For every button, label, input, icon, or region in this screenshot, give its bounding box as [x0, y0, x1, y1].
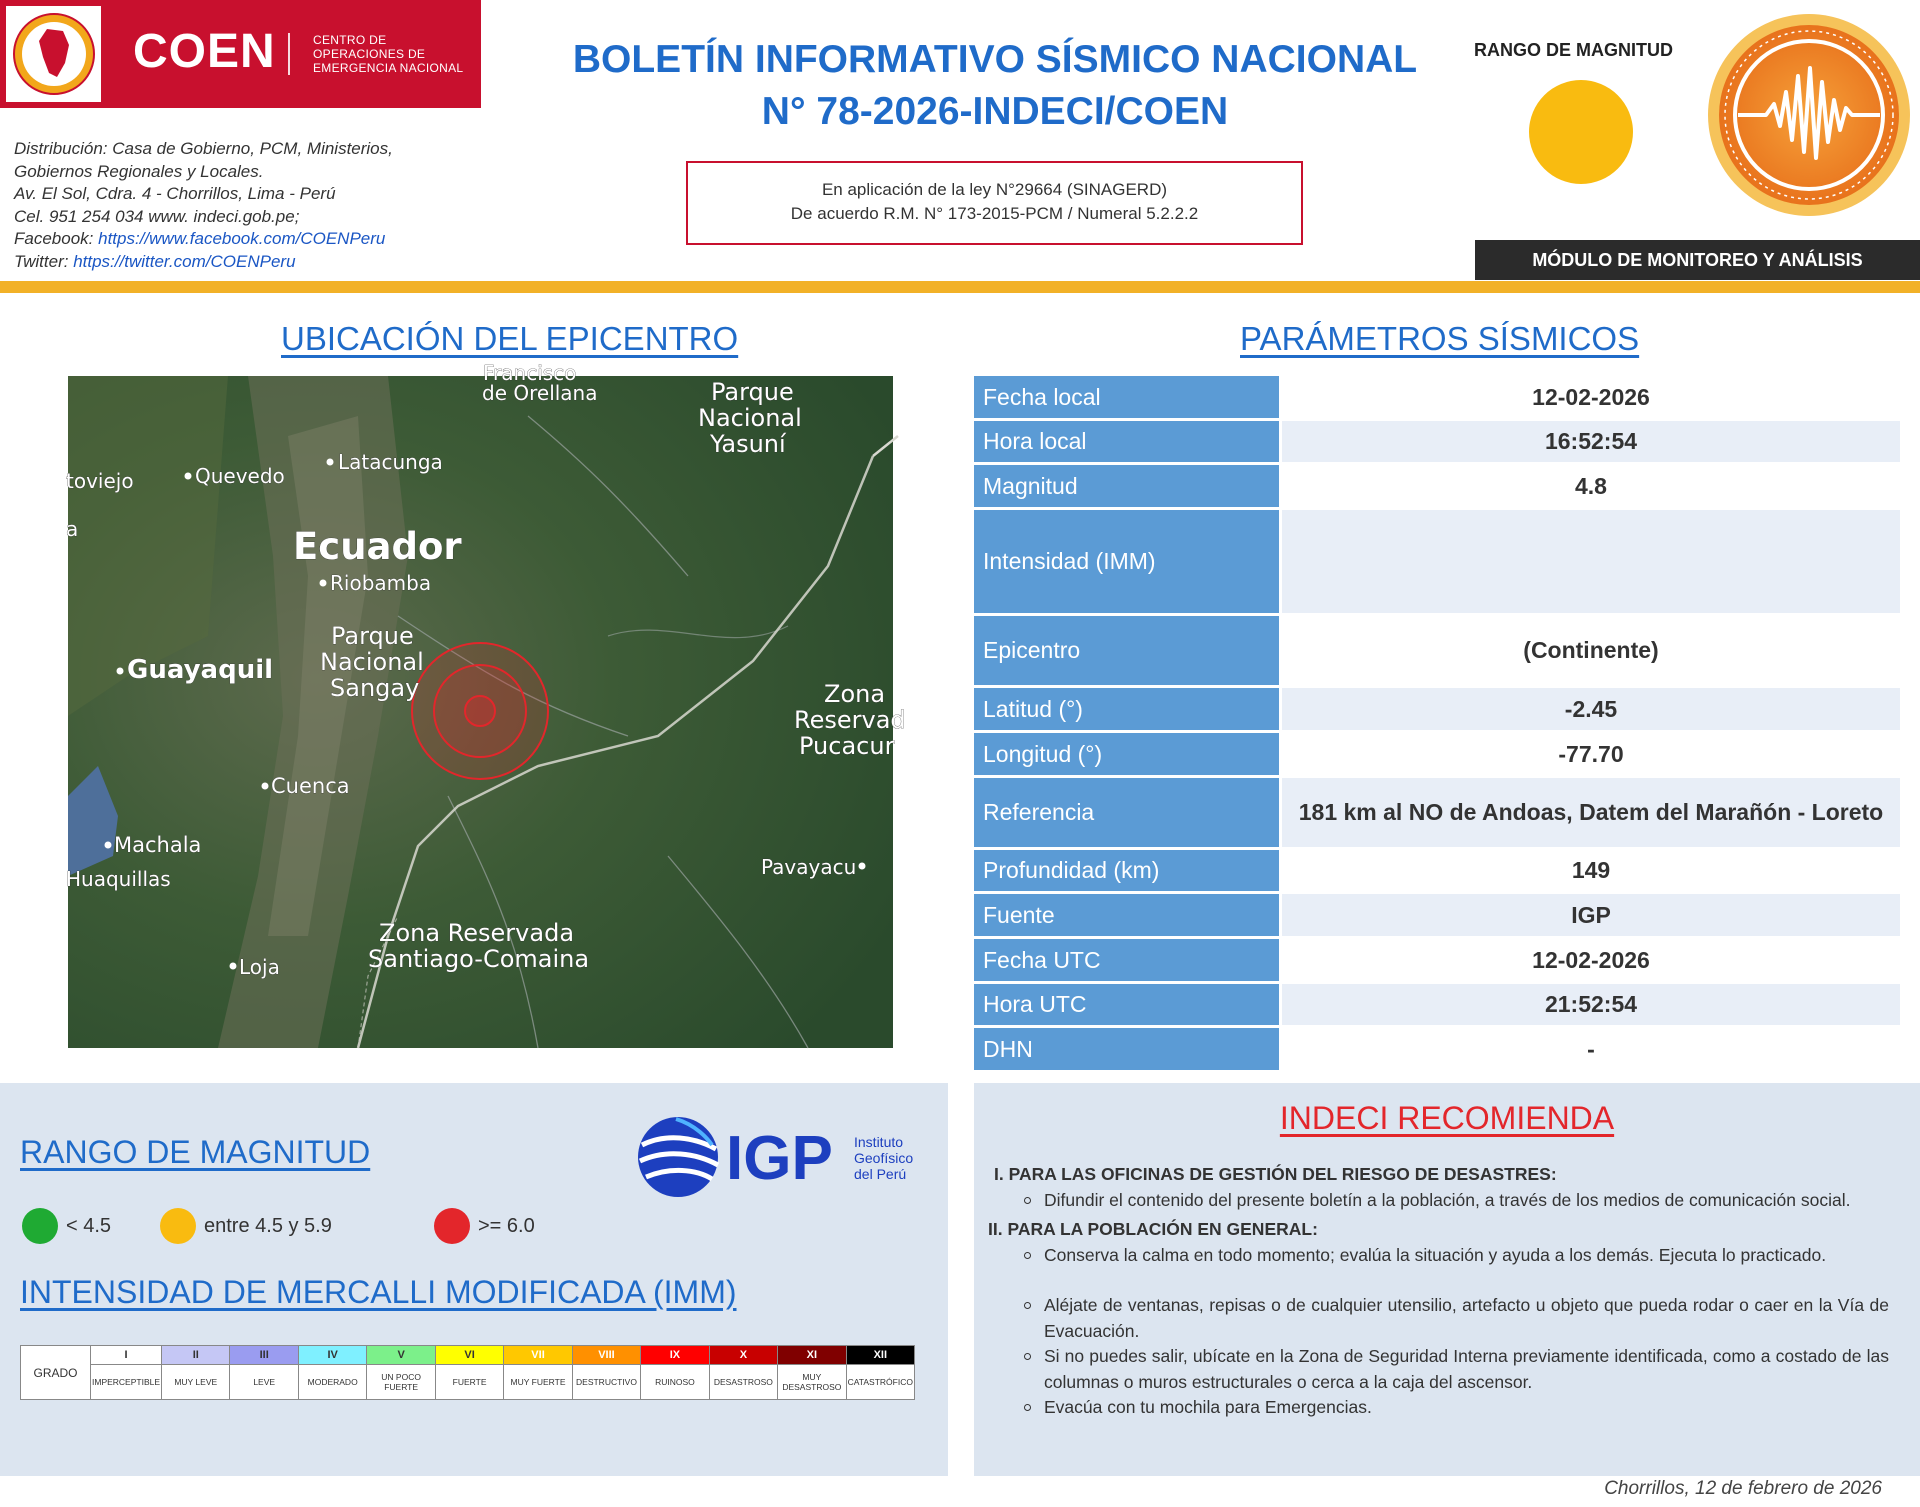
table-row — [974, 510, 1900, 616]
grade-name: MUY FUERTE — [510, 1377, 566, 1387]
param-label: Epicentro — [974, 616, 1282, 688]
map-label: Parque — [331, 622, 414, 650]
map-label: Zona Reservada — [379, 919, 575, 947]
distribution-line: Cel. 951 254 034 www. indeci.gob.pe; — [14, 206, 300, 226]
table-row — [974, 778, 1900, 850]
map-label: Pavayacu — [761, 855, 857, 879]
map-label: Yasuní — [710, 430, 786, 458]
table-row — [974, 939, 1900, 984]
mercalli-grade — [778, 1346, 846, 1399]
legend-item-medium — [160, 1208, 332, 1244]
param-value: -77.70 — [1282, 733, 1900, 778]
distribution-line: Gobiernos Regionales y Locales. — [14, 161, 264, 181]
table-row — [974, 616, 1900, 688]
param-value: (Continente) — [1282, 616, 1900, 688]
mercalli-grade — [847, 1346, 914, 1399]
param-label: Intensidad (IMM) — [974, 510, 1282, 616]
mercalli-grade — [710, 1346, 778, 1399]
twitter-link[interactable]: https://twitter.com/COENPeru — [73, 251, 296, 271]
param-value: 4.8 — [1282, 465, 1900, 510]
grade-number: V — [367, 1346, 434, 1365]
legend-item-high — [434, 1208, 535, 1244]
legend-item-low — [22, 1208, 111, 1244]
legend-label: < 4.5 — [66, 1214, 112, 1237]
facebook-link[interactable]: https://www.facebook.com/COENPeru — [98, 229, 386, 248]
legend-label: >= 6.0 — [478, 1214, 535, 1237]
mercalli-grade — [162, 1346, 230, 1399]
param-label: Magnitud — [974, 465, 1282, 510]
grade-name: DESTRUCTIVO — [576, 1377, 637, 1387]
magnitude-range-heading: RANGO DE MAGNITUD — [20, 1134, 371, 1170]
magnitude-indicator-dot — [1529, 80, 1633, 184]
table-row — [974, 984, 1900, 1028]
grade-number: I — [91, 1346, 161, 1365]
facebook-label: Facebook: — [14, 229, 94, 248]
grade-name: MUY LEVE — [174, 1377, 218, 1387]
grade-number: IX — [641, 1346, 708, 1365]
igp-subtitle: Geofísico — [854, 1150, 914, 1166]
map-label: a — [66, 517, 79, 541]
peru-shield-icon — [6, 6, 101, 102]
table-row — [974, 894, 1900, 939]
grade-name: MODERADO — [307, 1377, 358, 1387]
mercalli-grade — [367, 1346, 435, 1399]
legend-label: entre 4.5 y 5.9 — [204, 1214, 332, 1237]
table-row — [974, 421, 1900, 465]
map-label: Pucacur — [799, 732, 895, 760]
param-value: -2.45 — [1282, 688, 1900, 733]
table-row — [974, 733, 1900, 778]
yellow-dot-icon — [160, 1208, 196, 1244]
mercalli-scale-table — [20, 1345, 915, 1400]
param-label: Fecha local — [974, 376, 1282, 421]
grade-name: IMPERCEPTIBLE — [92, 1377, 161, 1387]
mercalli-grade — [504, 1346, 572, 1399]
module-banner: MÓDULO DE MONITOREO Y ANÁLISIS — [1475, 240, 1920, 280]
grade-name: UN POCO FUERTE — [381, 1372, 421, 1392]
map-label: Nacional — [698, 404, 802, 432]
grade-name: RUINOSO — [655, 1377, 695, 1387]
param-label: DHN — [974, 1028, 1282, 1073]
coen-title: COEN — [133, 25, 276, 78]
green-dot-icon — [22, 1208, 58, 1244]
twitter-line — [14, 251, 454, 274]
mercalli-heading: INTENSIDAD DE MERCALLI MODIFICADA (IMM) — [20, 1274, 737, 1310]
recommendation-list — [1014, 1243, 1889, 1421]
igp-subtitle: Instituto — [854, 1134, 904, 1150]
grade-name: DESASTROSO — [713, 1377, 773, 1387]
law-reference-box — [686, 161, 1303, 245]
distribution-info — [14, 138, 454, 273]
mercalli-grade — [230, 1346, 298, 1399]
list-item: Aléjate de ventanas, repisas o de cualquier utensilio, artefacto u objeto que pueda rodar o caer en la Vía de Evacuación. — [1014, 1293, 1889, 1344]
mercalli-grade — [299, 1346, 367, 1399]
bulletin-title — [520, 34, 1470, 138]
grade-number: VIII — [573, 1346, 640, 1365]
distribution-line: Distribución: Casa de Gobierno, PCM, Ministerios, — [14, 139, 393, 158]
param-label: Longitud (°) — [974, 733, 1282, 778]
param-label: Fuente — [974, 894, 1282, 939]
param-value: 12-02-2026 — [1282, 376, 1900, 421]
igp-name: IGP — [726, 1124, 833, 1193]
section-title: II. PARA LA POBLACIÓN EN GENERAL: — [988, 1219, 1318, 1239]
map-label: Machala — [114, 833, 202, 857]
section-title: I. PARA LAS OFICINAS DE GESTIÓN DEL RIESGO DE DESASTRES: — [994, 1164, 1557, 1184]
grade-number: II — [162, 1346, 229, 1365]
param-value: 181 km al NO de Andoas, Datem del Marañón - Loreto — [1282, 778, 1900, 850]
param-value: 16:52:54 — [1282, 421, 1900, 465]
map-label: Zona — [824, 680, 886, 708]
list-item: Evacúa con tu mochila para Emergencias. — [1014, 1395, 1889, 1421]
param-value: 12-02-2026 — [1282, 939, 1900, 984]
map-label: Quevedo — [195, 464, 285, 488]
grade-number: VII — [504, 1346, 571, 1365]
param-label: Hora local — [974, 421, 1282, 465]
grado-label: GRADO — [21, 1346, 91, 1399]
grade-number: III — [230, 1346, 297, 1365]
param-value: - — [1282, 1028, 1900, 1073]
grade-number: X — [710, 1346, 777, 1365]
epicenter-heading: UBICACIÓN DEL EPICENTRO — [281, 320, 739, 357]
facebook-line — [14, 228, 454, 251]
param-label: Hora UTC — [974, 984, 1282, 1028]
coen-subtitle: CENTRO DE OPERACIONES DE EMERGENCIA NACIONAL — [313, 33, 464, 75]
map-label: Loja — [239, 955, 280, 979]
header-divider — [0, 281, 1920, 293]
map-label: Parque — [711, 378, 794, 406]
map-label: Nacional — [320, 648, 424, 676]
igp-subtitle: del Perú — [854, 1166, 907, 1182]
map-label: Reservad — [794, 706, 906, 734]
param-value — [1282, 510, 1900, 616]
igp-logo — [636, 1115, 916, 1199]
map-label: Latacunga — [338, 450, 443, 474]
grade-name: CATASTRÓFICO — [847, 1377, 913, 1387]
param-label: Latitud (°) — [974, 688, 1282, 733]
table-row — [974, 376, 1900, 421]
map-label: toviejo — [66, 469, 134, 493]
recommendations-heading: INDECI RECOMIENDA — [1279, 1100, 1615, 1136]
map-label: Sangay — [330, 674, 420, 702]
epicenter-map[interactable] — [66, 361, 906, 1048]
mercalli-grade — [436, 1346, 504, 1399]
param-label: Profundidad (km) — [974, 850, 1282, 894]
grade-name: FUERTE — [452, 1377, 487, 1387]
map-country-label: Ecuador — [293, 525, 462, 568]
recommendation-list — [1014, 1188, 1889, 1214]
table-row — [974, 850, 1900, 894]
parameters-heading: PARÁMETROS SÍSMICOS — [1240, 320, 1640, 357]
mercalli-grade — [573, 1346, 641, 1399]
param-label: Fecha UTC — [974, 939, 1282, 984]
list-item: Difundir el contenido del presente boletín a la población, a través de los medios de comunicación social. — [1014, 1188, 1889, 1214]
seismograph-icon — [1706, 12, 1912, 218]
mercalli-grade — [91, 1346, 162, 1399]
map-label: Cuenca — [271, 774, 350, 798]
param-value: 149 — [1282, 850, 1900, 894]
param-value: IGP — [1282, 894, 1900, 939]
grade-number: IV — [299, 1346, 366, 1365]
table-row — [974, 688, 1900, 733]
map-label: Guayaquil — [127, 655, 274, 685]
footer-date: Chorrillos, 12 de febrero de 2026 — [1604, 1478, 1882, 1499]
law-line: En aplicación de la ley N°29664 (SINAGERD) — [821, 180, 1168, 199]
table-row — [974, 1028, 1900, 1073]
map-label: Francisco — [483, 361, 577, 385]
map-label: Huaquillas — [66, 867, 171, 891]
grade-name: MUY DESASTROSO — [782, 1372, 842, 1392]
distribution-line: Av. El Sol, Cdra. 4 - Chorrillos, Lima - Perú — [14, 184, 336, 203]
red-dot-icon — [434, 1208, 470, 1244]
magnitude-range-label: RANGO DE MAGNITUD — [1474, 40, 1673, 60]
table-row — [974, 465, 1900, 510]
param-value: 21:52:54 — [1282, 984, 1900, 1028]
param-label: Referencia — [974, 778, 1282, 850]
grade-number: XII — [847, 1346, 914, 1365]
law-line: De acuerdo R.M. N° 173-2015-PCM / Numeral 5.2.2.2 — [790, 204, 1199, 223]
twitter-label: Twitter: — [14, 251, 69, 271]
logo-separator — [288, 33, 290, 75]
mercalli-grade — [641, 1346, 709, 1399]
igp-globe-icon — [638, 1117, 718, 1197]
map-label: de Orellana — [482, 381, 598, 405]
grade-name: LEVE — [253, 1377, 276, 1387]
recommendations-body — [988, 1158, 1889, 1421]
map-label: Riobamba — [330, 571, 432, 595]
bulletin-number: N° 78-2026-INDECI/COEN — [761, 90, 1229, 133]
grade-number: VI — [436, 1346, 503, 1365]
list-item: Si no puedes salir, ubícate en la Zona de Seguridad Interna previamente identificada, como a costado de las columnas o muros estructurales o cerca a la caja del ascensor. — [1014, 1344, 1889, 1395]
grade-number: XI — [778, 1346, 845, 1365]
bulletin-title-line1: BOLETÍN INFORMATIVO SÍSMICO NACIONAL — [572, 38, 1418, 81]
list-item: Conserva la calma en todo momento; evalúa la situación y ayuda a los demás. Ejecuta lo practicado. — [1014, 1243, 1889, 1269]
map-label: Santiago-Comaina — [368, 945, 590, 973]
